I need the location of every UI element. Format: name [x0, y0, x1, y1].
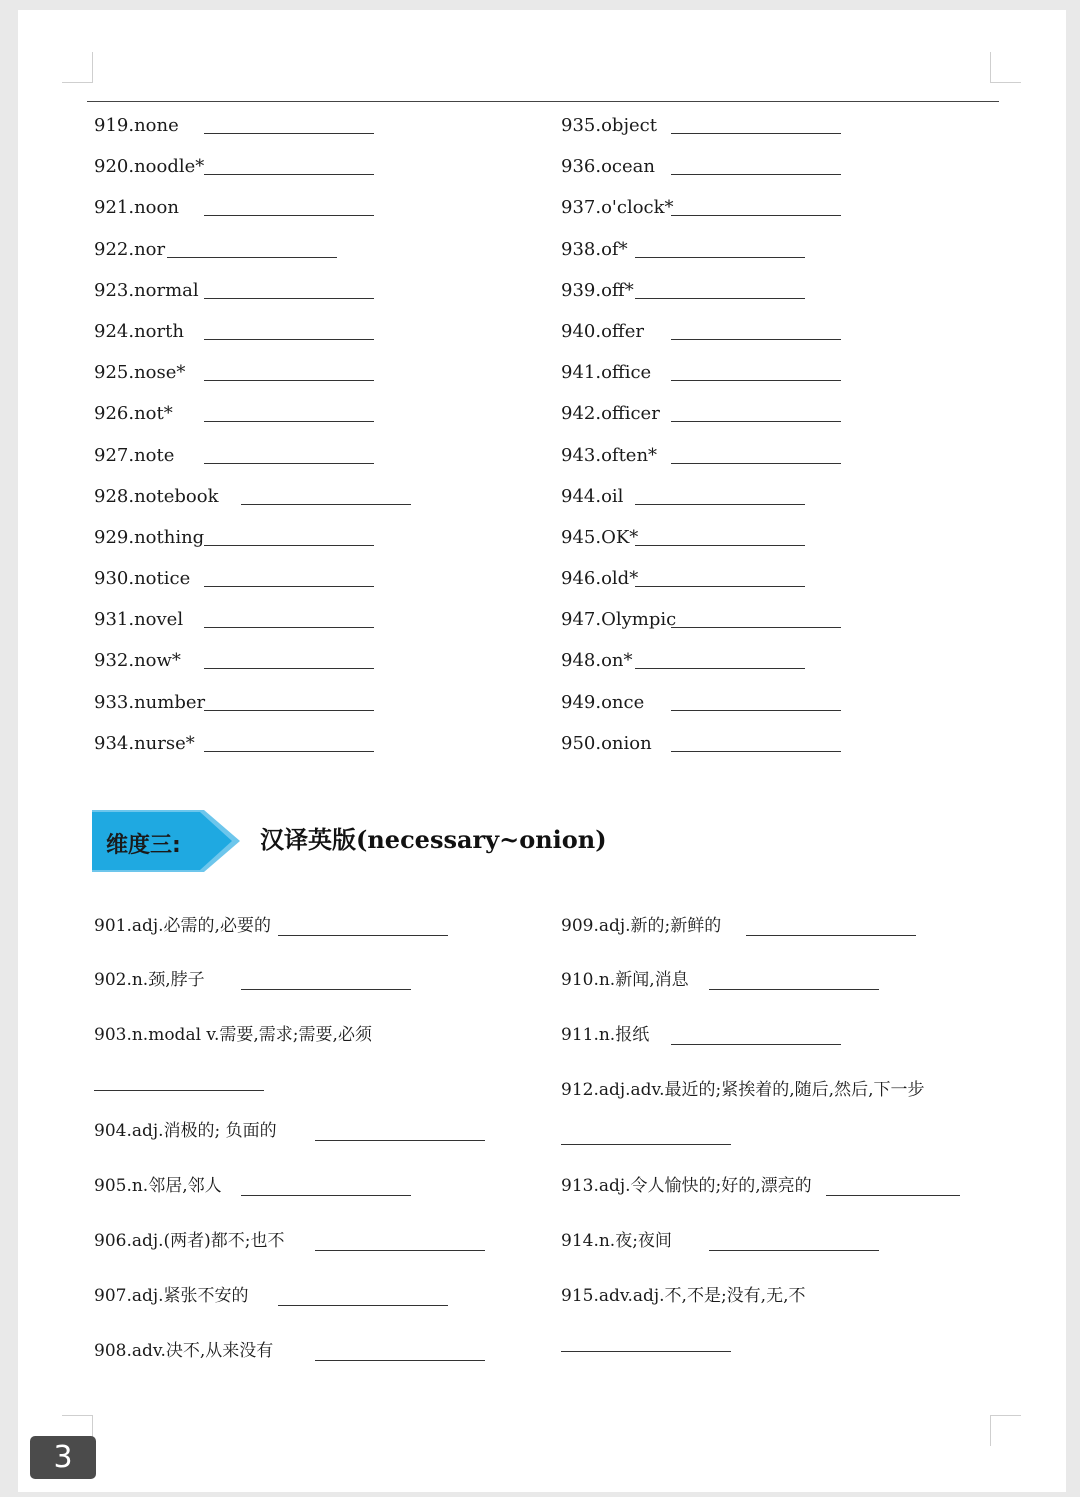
cn-item-text: 907.adj.紧张不安的	[94, 1286, 249, 1306]
cn-item	[561, 965, 689, 995]
word-item	[94, 435, 534, 476]
word-item	[94, 558, 534, 599]
answer-blank[interactable]	[315, 1360, 485, 1361]
word-item	[94, 640, 534, 681]
answer-blank[interactable]	[204, 380, 374, 381]
word-item	[94, 229, 534, 270]
section-banner	[92, 810, 240, 872]
answer-blank[interactable]	[204, 421, 374, 422]
crop-mark-bottom-right	[990, 1415, 1021, 1446]
word-item	[561, 187, 1001, 228]
word-text: 924.north	[94, 320, 184, 342]
word-list-left	[94, 105, 534, 764]
answer-blank[interactable]	[671, 1044, 841, 1045]
answer-blank[interactable]	[204, 668, 374, 669]
cn-item-text: 915.adv.adj.不,不是;没有,无,不	[561, 1286, 806, 1306]
word-item	[561, 723, 1001, 764]
answer-blank[interactable]	[671, 133, 841, 134]
answer-blank[interactable]	[709, 1250, 879, 1251]
word-text: 945.OK*	[561, 526, 639, 548]
word-item	[94, 146, 534, 187]
word-item	[561, 105, 1001, 146]
cn-item-text: 902.n.颈,脖子	[94, 970, 205, 990]
word-item	[561, 393, 1001, 434]
word-item	[94, 723, 534, 764]
cn-item-text: 905.n.邻居,邻人	[94, 1176, 222, 1196]
answer-blank[interactable]	[204, 751, 374, 752]
answer-blank[interactable]	[671, 710, 841, 711]
answer-blank[interactable]	[278, 935, 448, 936]
cn-item	[94, 1336, 273, 1366]
answer-blank[interactable]	[204, 215, 374, 216]
cn-item	[561, 1020, 649, 1050]
word-text: 938.of*	[561, 238, 628, 260]
word-text: 950.onion	[561, 732, 652, 754]
word-text: 925.nose*	[94, 362, 186, 384]
word-text: 947.Olympic	[561, 609, 677, 631]
cn-item	[94, 1281, 249, 1311]
cn-item	[94, 911, 271, 941]
word-text: 933.number	[94, 691, 206, 713]
cn-item-text: 908.adv.决不,从来没有	[94, 1341, 274, 1361]
word-item	[561, 435, 1001, 476]
cn-item-text: 914.n.夜;夜间	[561, 1231, 672, 1251]
answer-blank[interactable]	[746, 935, 916, 936]
word-item	[561, 311, 1001, 352]
word-text: 929.nothing	[94, 526, 205, 548]
page-number-badge: 3	[30, 1436, 96, 1479]
crop-mark-top-left	[62, 52, 93, 83]
answer-blank[interactable]	[826, 1195, 960, 1196]
word-text: 930.notice	[94, 568, 191, 590]
word-item	[94, 187, 534, 228]
answer-blank[interactable]	[204, 710, 374, 711]
word-item	[561, 682, 1001, 723]
cn-item	[94, 1171, 222, 1201]
word-item	[94, 476, 534, 517]
word-item	[94, 352, 534, 393]
word-item	[94, 682, 534, 723]
word-item	[561, 352, 1001, 393]
word-item	[561, 558, 1001, 599]
answer-blank[interactable]	[635, 504, 805, 505]
answer-blank[interactable]	[315, 1140, 485, 1141]
cn-item	[94, 1116, 277, 1146]
word-item	[561, 146, 1001, 187]
word-text: 932.now*	[94, 650, 181, 672]
word-text: 949.once	[561, 691, 645, 713]
answer-blank[interactable]	[241, 504, 411, 505]
answer-blank[interactable]	[204, 627, 374, 628]
cn-item-text: 912.adj.adv.最近的;紧挨着的,随后,然后,下一步	[561, 1080, 925, 1100]
answer-blank[interactable]	[94, 1090, 264, 1091]
word-item	[561, 229, 1001, 270]
word-text: 936.ocean	[561, 156, 655, 178]
word-item	[94, 270, 534, 311]
cn-item-text: 910.n.新闻,消息	[561, 970, 689, 990]
cn-item	[561, 1171, 812, 1201]
answer-blank[interactable]	[635, 298, 805, 299]
section-title: 汉译英版(necessary~onion)	[260, 825, 607, 854]
word-item	[561, 599, 1001, 640]
word-text: 934.nurse*	[94, 732, 195, 754]
word-text: 919.none	[94, 115, 179, 136]
cn-item	[561, 1226, 672, 1256]
cn-item-text: 913.adj.令人愉快的;好的,漂亮的	[561, 1176, 812, 1196]
answer-blank[interactable]	[561, 1351, 731, 1352]
word-item	[94, 311, 534, 352]
word-text: 921.noon	[94, 197, 179, 219]
answer-blank[interactable]	[204, 133, 374, 134]
answer-blank[interactable]	[671, 380, 841, 381]
section-label: 维度三:	[106, 833, 181, 858]
cn-item	[561, 911, 721, 941]
answer-blank[interactable]	[671, 421, 841, 422]
answer-blank[interactable]	[635, 668, 805, 669]
answer-blank[interactable]	[241, 1195, 411, 1196]
answer-blank[interactable]	[671, 463, 841, 464]
word-list-right	[561, 105, 1001, 764]
word-item	[561, 640, 1001, 681]
answer-blank[interactable]	[709, 989, 879, 990]
word-text: 923.normal	[94, 279, 199, 301]
cn-item	[561, 1075, 925, 1105]
answer-blank[interactable]	[635, 257, 805, 258]
word-text: 920.noodle*	[94, 156, 205, 178]
word-text: 935.object	[561, 115, 657, 136]
answer-blank[interactable]	[241, 989, 411, 990]
answer-blank[interactable]	[671, 339, 841, 340]
cn-item-text: 911.n.报纸	[561, 1025, 650, 1045]
cn-item	[94, 1226, 285, 1256]
answer-blank[interactable]	[671, 751, 841, 752]
cn-item-text: 904.adj.消极的; 负面的	[94, 1121, 277, 1141]
answer-blank[interactable]	[204, 174, 374, 175]
cn-item	[94, 1020, 372, 1050]
header-rule	[87, 101, 999, 102]
cn-item-text: 906.adj.(两者)都不;也不	[94, 1231, 285, 1251]
answer-blank[interactable]	[635, 586, 805, 587]
word-item	[94, 517, 534, 558]
answer-blank[interactable]	[204, 545, 374, 546]
word-text: 942.officer	[561, 403, 660, 425]
answer-blank[interactable]	[204, 339, 374, 340]
answer-blank[interactable]	[278, 1305, 448, 1306]
answer-blank[interactable]	[315, 1250, 485, 1251]
word-text: 948.on*	[561, 650, 633, 672]
word-text: 941.office	[561, 362, 652, 384]
cn-item-text: 909.adj.新的;新鲜的	[561, 916, 722, 936]
word-item	[561, 270, 1001, 311]
word-text: 946.old*	[561, 568, 639, 590]
word-text: 944.oil	[561, 485, 624, 507]
word-text: 939.off*	[561, 279, 634, 301]
answer-blank[interactable]	[671, 174, 841, 175]
word-text: 928.notebook	[94, 485, 219, 507]
word-text: 922.nor	[94, 238, 166, 260]
answer-blank[interactable]	[635, 545, 805, 546]
word-text: 940.offer	[561, 320, 644, 342]
word-text: 943.often*	[561, 444, 658, 466]
cn-item	[561, 1281, 806, 1311]
cn-item-text: 901.adj.必需的,必要的	[94, 916, 271, 936]
answer-blank[interactable]	[561, 1144, 731, 1145]
word-item	[561, 476, 1001, 517]
word-text: 926.not*	[94, 403, 173, 425]
word-item	[94, 599, 534, 640]
answer-blank[interactable]	[167, 257, 337, 258]
word-item	[94, 393, 534, 434]
answer-blank[interactable]	[204, 463, 374, 464]
word-item	[94, 105, 534, 146]
word-text: 937.o'clock*	[561, 197, 674, 219]
answer-blank[interactable]	[671, 215, 841, 216]
cn-item-text: 903.n.modal v.需要,需求;需要,必须	[94, 1025, 372, 1045]
cn-item	[94, 965, 205, 995]
answer-blank[interactable]	[671, 627, 841, 628]
crop-mark-top-right	[990, 52, 1021, 83]
word-text: 927.note	[94, 444, 175, 466]
word-item	[561, 517, 1001, 558]
answer-blank[interactable]	[204, 586, 374, 587]
answer-blank[interactable]	[204, 298, 374, 299]
word-text: 931.novel	[94, 609, 184, 631]
